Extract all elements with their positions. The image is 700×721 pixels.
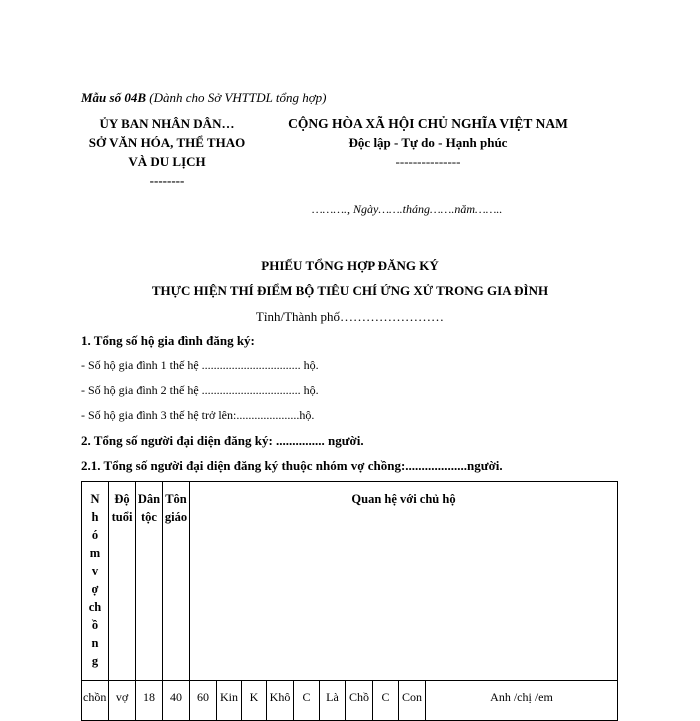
nation-block [268, 114, 588, 171]
table-cell: K [249, 690, 259, 704]
registration-table [81, 481, 618, 721]
agency-divider: -------- [149, 173, 185, 188]
nation-divider: --------------- [395, 154, 461, 169]
table-cell: Kin [220, 690, 238, 704]
date-line: ………., Ngày…….tháng…….năm…….. [312, 202, 503, 216]
section-1-heading: 1. Tổng số hộ gia đình đăng ký: [81, 333, 255, 348]
header-ethnicity: Dân tộc [137, 492, 161, 524]
agency-line-3: VÀ DU LỊCH [128, 154, 206, 169]
title-line-1: PHIẾU TỔNG HỢP ĐĂNG KÝ [261, 258, 439, 273]
form-code-line [81, 90, 327, 106]
table-cell: C [302, 690, 311, 704]
header-religion: Tôn giáo [164, 492, 188, 524]
form-note: (Dành cho Sở VHTTDL tổng hợp) [149, 90, 327, 105]
nation-line-1: CỘNG HÒA XÃ HỘI CHỦ NGHĨA VIỆT NAM [288, 116, 568, 131]
section-1-item: - Số hộ gia đình 1 thế hệ ................................. hộ. [81, 358, 319, 372]
section-2-heading: 2. Tổng số người đại diện đăng ký: ............... người. [81, 433, 364, 448]
section-2-1-heading: 2.1. Tổng số người đại diện đăng ký thuộc nhóm vợ chồng:...................người. [81, 458, 503, 473]
form-code: Mẫu số 04B [81, 90, 147, 105]
table-cell: 60 [197, 690, 209, 704]
table-cell: 40 [170, 690, 182, 704]
table-cell: 18 [143, 690, 155, 704]
table-cell: chồn [83, 690, 107, 704]
header-relation: Quan hệ với chủ hộ [351, 492, 456, 506]
province-line: Tỉnh/Thành phố…………………… [255, 309, 445, 324]
agency-line-2: SỞ VĂN HÓA, THỂ THAO [88, 135, 246, 150]
table-cell: Anh /chị /em [490, 690, 553, 704]
agency-line-1: ỦY BAN NHÂN DÂN… [99, 116, 235, 131]
table-cell: C [381, 690, 390, 704]
section-1-item: - Số hộ gia đình 2 thế hệ ................................. hộ. [81, 383, 319, 397]
table-cell: Khô [269, 690, 291, 704]
header-age: Độ tuổi [111, 492, 133, 524]
title-line-2: THỰC HIỆN THÍ ĐIỂM BỘ TIÊU CHÍ ỨNG XỬ TRONG GIA ĐÌNH [151, 283, 549, 298]
section-1-item: - Số hộ gia đình 3 thế hệ trở lên:.....................hộ. [81, 408, 315, 422]
table-cell: vợ [115, 690, 129, 704]
table-cell: Là [326, 690, 339, 704]
header-group: N h ó m v ợ ch ồ n g [88, 492, 102, 668]
table-cell: Chồ [348, 690, 369, 704]
nation-line-2: Độc lập - Tự do - Hạnh phúc [348, 135, 508, 150]
agency-block [62, 114, 272, 190]
table-cell: Con [401, 690, 422, 704]
